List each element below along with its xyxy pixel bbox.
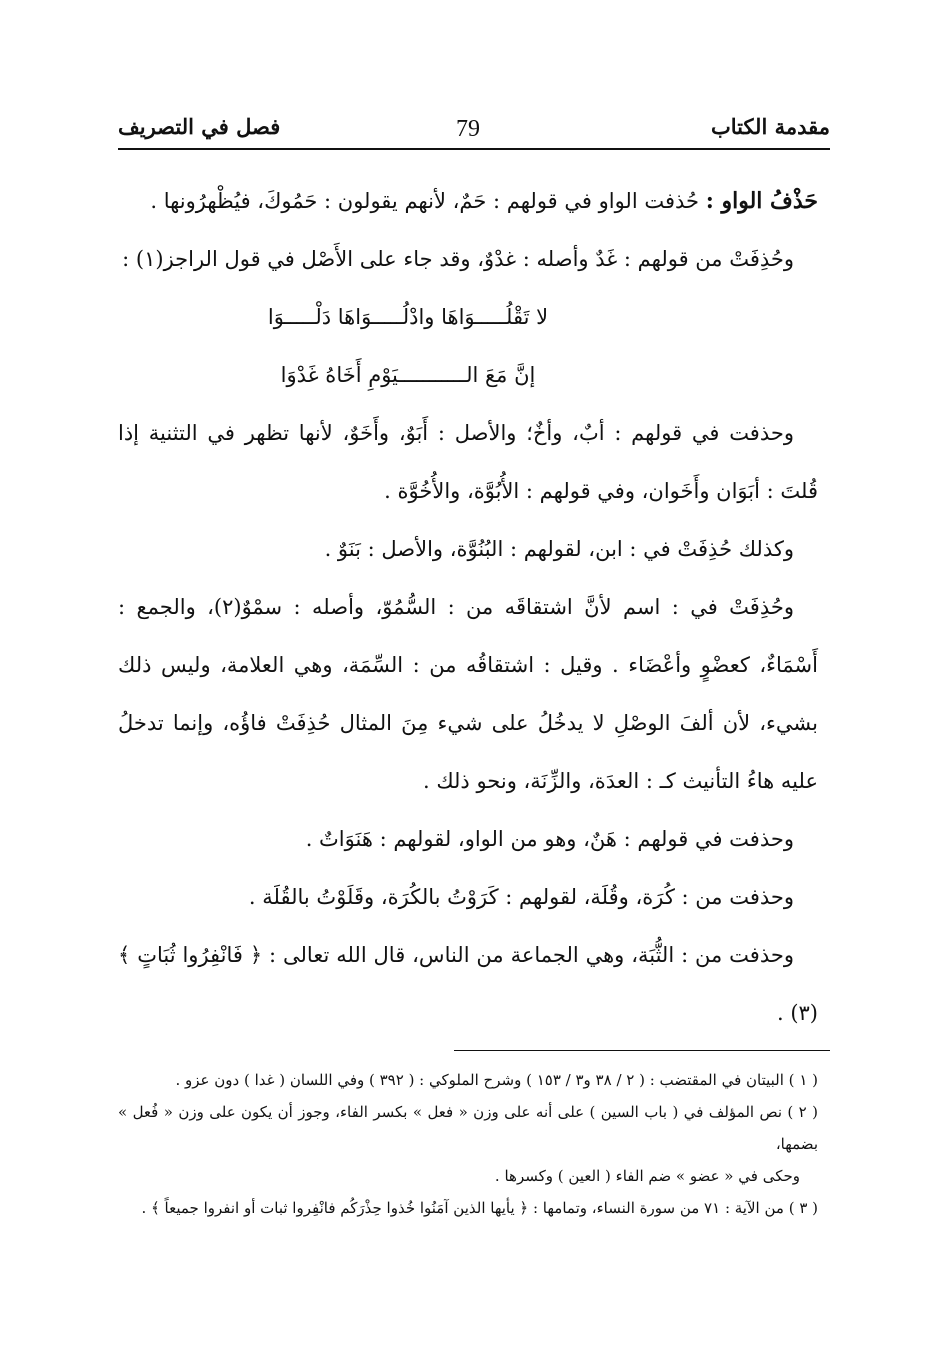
page-number: 79 bbox=[456, 116, 480, 142]
footnote-rule bbox=[454, 1050, 830, 1051]
paragraph-waw bbox=[118, 172, 818, 230]
book-title: مقدمة الكتاب bbox=[710, 114, 830, 139]
footnotes bbox=[118, 1064, 818, 1224]
footnote-2: ( ٢ ) نص المؤلف في ( باب السين ) على أنه على وزن « فعل » بكسر الفاء، وجوز أن يكون على وزن « فُعل » بضمها، bbox=[118, 1103, 818, 1153]
page-header bbox=[118, 108, 830, 148]
page-body bbox=[118, 172, 818, 1042]
paragraph-ghad: وحُذِفَتْ من قولهم : غَدٌ وأصله : غدْوٌ، وقد جاء على الأَصْل في قول الراجز(١) : bbox=[122, 247, 794, 271]
paragraph-ab: وحذفت في قولهم : أبٌ، وأخٌ؛ والأصل : أَبَوٌ، وأَخَوٌ، لأنها تظهر في التثنية إذا قُلتَ : أبَوَان وأَخَوان، وفي قولهم : الأُبُوَّة، والأُخُوَّة . bbox=[118, 421, 818, 503]
verse-line-1: لا تَقْلُـــــوَاهَا وادْلُـــــوَاهَا دَلْـــــوَا bbox=[267, 305, 549, 329]
footnote-1: ( ١ ) البيتان في المقتضب : ( ٢ / ٣٨ و٣ / ١٥٣ ) وشرح الملوكي : ( ٣٩٢ ) وفي اللسان ( غدا ) دون عزو . bbox=[175, 1071, 818, 1089]
section-title: فصل في التصريف bbox=[118, 114, 281, 139]
header-rule bbox=[118, 148, 830, 150]
footnote-3: ( ٣ ) من الآية : ٧١ من سورة النساء، وتمامها : ﴿ يأيها الذين آمَنُوا خُذوا حِذْرَكُم فانْفِروا ثبات أو انفروا جميعاً ﴾ . bbox=[141, 1199, 818, 1217]
paragraph-ibn: وكذلك حُذِفَتْ في : ابن، لقولهم : البُنُوَّة، والأصل : بَنَوٌ . bbox=[324, 537, 794, 561]
paragraph-text: حُذفت الواو في قولهم : حَمٌ، لأنهم يقولون : حَمُوكَ، فيُظْهرُونها . bbox=[150, 189, 699, 213]
paragraph-ism: وحُذِفَتْ في : اسم لأنَّ اشتقاقَه من : السُّمُوّ، وأصله : سمْوٌ(٢)، والجمع : أَسْمَاءٌ، كعضْوٍ وأعْضَاء . وقيل : اشتقاقُه من : السِّمَة، وهي العلامة، وليس ذلك بشيء، لأن ألفَ الوصْلِ لا يدخُلُ على شيء مِنَ المثال حُذِفَتْ فاؤُه، وإنما تدخلُ عليه هاءُ التأنيث كـ : العدَة، والزِّنَة، ونحو ذلك . bbox=[118, 595, 818, 793]
paragraph-lead: حَذْفُ الواو : bbox=[705, 188, 818, 214]
paragraph-thuba: وحذفت من : الثُّبَة، وهي الجماعة من الناس، قال الله تعالى : ﴿ فَانْفِرُوا ثُبَاتٍ ﴾(٣) . bbox=[118, 943, 818, 1025]
paragraph-han: وحذفت في قولهم : هَنٌ، وهو من الواو، لقولهم : هَنَوَاتٌ . bbox=[305, 827, 794, 851]
verse-line-2: إنَّ مَعَ الـــــــــــيَوْمِ أَخَاهُ غَدْوَا bbox=[280, 363, 536, 387]
footnote-2-continuation: وحكى في « عضو » ضم الفاء ( العين ) وكسرها . bbox=[494, 1167, 800, 1185]
paragraph-kura: وحذفت من : كُرَة، وقُلَة، لقولهم : كَرَوْتُ بالكُرَة، وقَلَوْتُ بالقُلَة . bbox=[248, 885, 794, 909]
